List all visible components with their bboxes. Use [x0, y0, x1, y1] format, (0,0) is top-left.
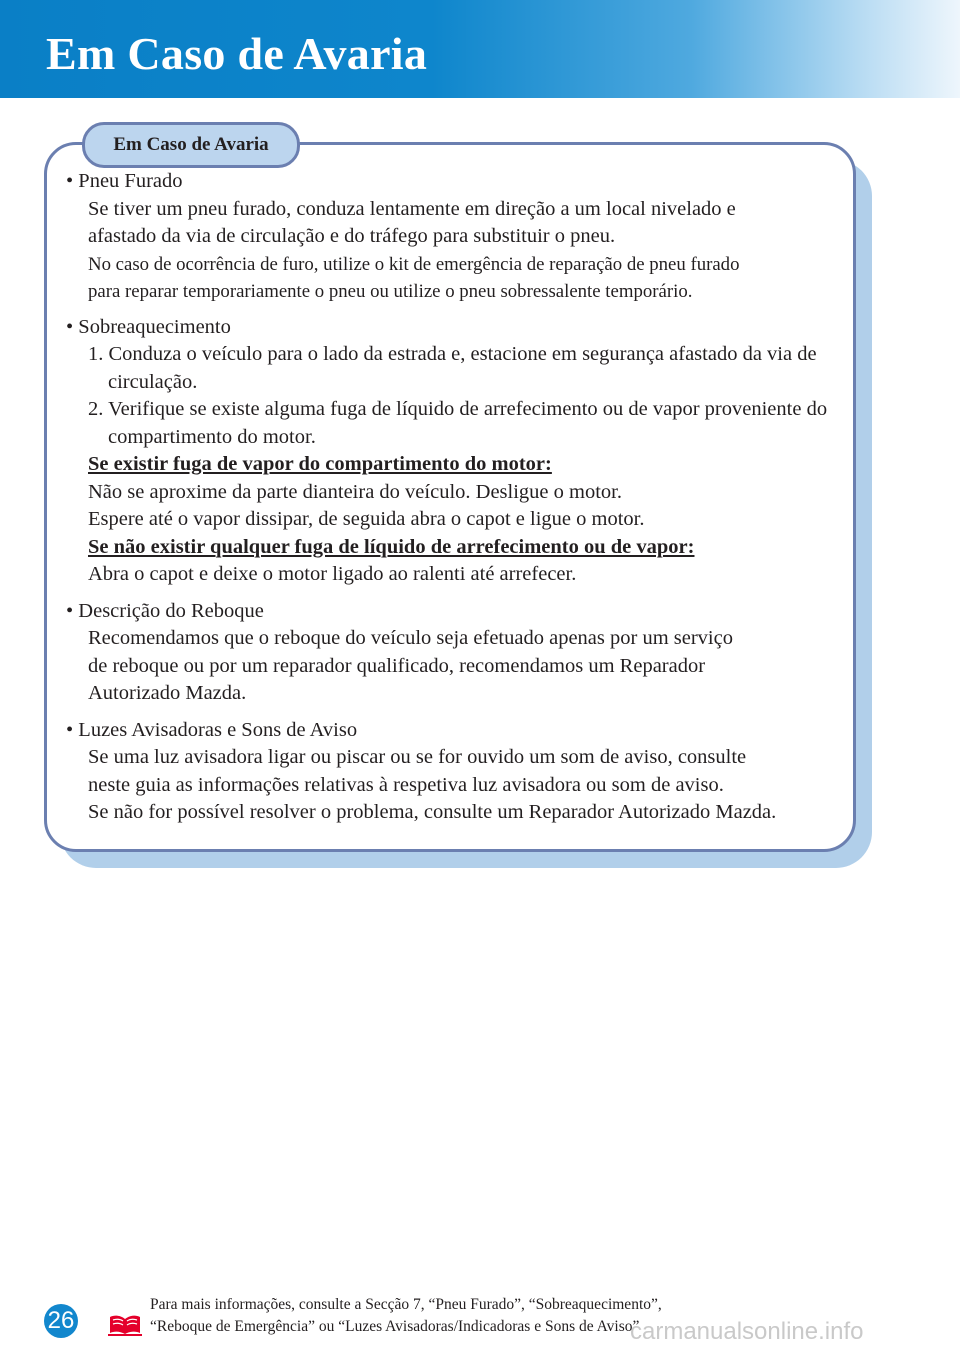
text-line: neste guia as informações relativas à respetiva luz avisadora ou som de aviso. — [88, 773, 724, 796]
page-number: 26 — [44, 1304, 78, 1338]
section-towing — [66, 598, 846, 708]
text-line: Espere até o vapor dissipar, de seguida abra o capot e ligue o motor. — [88, 508, 645, 530]
text-line: Se tiver um pneu furado, conduza lentamente em direção a um local nivelado e — [88, 197, 736, 220]
section-warnings — [66, 717, 846, 827]
text-line: Recomendamos que o reboque do veículo seja efetuado apenas por um serviço — [88, 627, 733, 649]
step-item: 2. Verifique se existe alguma fuga de líquido de arrefecimento ou de vapor proveniente do compartimento do motor. — [88, 398, 828, 448]
box-content — [66, 168, 846, 836]
page-header — [0, 0, 960, 98]
box-tab-label: Em Caso de Avaria — [82, 122, 300, 168]
text-line: Não se aproxime da parte dianteira do veículo. Desligue o motor. — [88, 480, 622, 503]
text-line: Abra o capot e deixe o motor ligado ao ralenti até arrefecer. — [88, 563, 577, 585]
section-heading: • Luzes Avisadoras e Sons de Aviso — [66, 718, 358, 741]
watermark: carmanualsonline.info — [630, 1318, 864, 1345]
step-item: 1. Conduza o veículo para o lado da estrada e, estacione em segurança afastado da via de circulação. — [88, 343, 817, 393]
section-heading: • Pneu Furado — [66, 170, 183, 192]
text-line: Se não for possível resolver o problema, consulte um Reparador Autorizado Mazda. — [88, 801, 777, 823]
case-title: Se existir fuga de vapor do compartimento do motor: — [88, 453, 552, 475]
footer-note-line: “Reboque de Emergência” ou “Luzes Avisadoras/Indicadoras e Sons de Aviso” — [150, 1318, 640, 1335]
book-icon — [108, 1314, 142, 1336]
case-title: Se não existir qualquer fuga de líquido de arrefecimento ou de vapor: — [88, 535, 695, 558]
text-line: de reboque ou por um reparador qualificado, recomendamos um Reparador — [88, 654, 706, 677]
text-line: afastado da via de circulação e do tráfego para substituir o pneu. — [88, 225, 616, 247]
page-title: Em Caso de Avaria — [46, 28, 428, 79]
section-heading: • Sobreaquecimento — [66, 315, 231, 338]
text-line: No caso de ocorrência de furo, utilize o kit de emergência de reparação de pneu furado — [88, 253, 740, 275]
section-flat-tire — [66, 168, 846, 305]
text-line: Se uma luz avisadora ligar ou piscar ou se for ouvido um som de aviso, consulte — [88, 746, 747, 768]
section-heading: • Descrição do Reboque — [66, 599, 264, 622]
section-overheating — [66, 314, 846, 589]
footer-note-line: Para mais informações, consulte a Secção 7, “Pneu Furado”, “Sobreaquecimento”, — [150, 1296, 662, 1313]
text-line: para reparar temporariamente o pneu ou utilize o pneu sobressalente temporário. — [88, 280, 693, 302]
text-line: Autorizado Mazda. — [88, 682, 247, 704]
